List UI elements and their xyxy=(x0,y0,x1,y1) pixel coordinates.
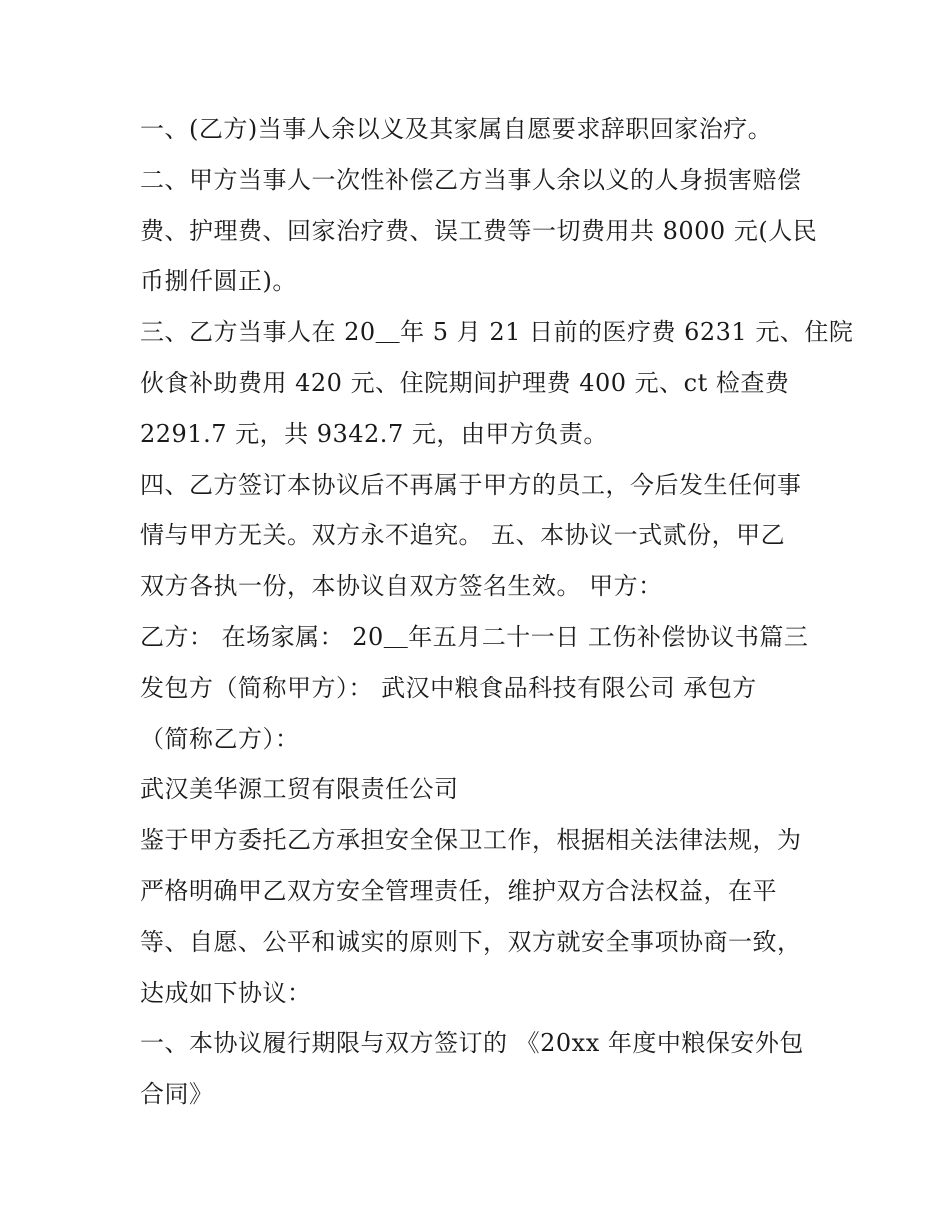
text-line: 一、本协议履行期限与双方签订的 《20xx 年度中粮保安外包 xyxy=(140,1029,804,1058)
text-line: 严格明确甲乙双方安全管理责任，维护双方合法权益，在平 xyxy=(140,876,777,905)
text-line: （简称乙方）： xyxy=(140,724,300,753)
text-line: 一、(乙方)当事人余以义及其家属自愿要求辞职回家治疗。 xyxy=(140,115,773,143)
text-line: 币捌仟圆正)。 xyxy=(140,267,297,296)
text-line: 三、乙方当事人在 20＿年 5 月 21 日前的医疗费 6231 元、住院 xyxy=(140,318,854,347)
text-line: 发包方（简称甲方）： 武汉中粮食品科技有限公司 承包方 xyxy=(140,673,757,702)
text-line: 情与甲方无关。双方永不追究。 五、本协议一式贰份，甲乙 xyxy=(140,521,786,550)
text-line: 合同》 xyxy=(140,1080,214,1109)
text-line: 鉴于甲方委托乙方承担安全保卫工作，根据相关法律法规，为 xyxy=(140,826,802,855)
text-line: 四、乙方签订本协议后不再属于甲方的员工，今后发生任何事 xyxy=(140,470,802,499)
document-body xyxy=(140,104,854,1120)
text-line: 伙食补助费用 420 元、住院期间护理费 400 元、ct 检查费 xyxy=(140,368,790,397)
text-line: 乙方： 在场家属： 20＿年五月二十一日 工伤补偿协议书篇三 xyxy=(140,622,809,651)
text-line: 等、自愿、公平和诚实的原则下，双方就安全事项协商一致， xyxy=(140,927,802,956)
text-line: 双方各执一份，本协议自双方签名生效。 甲方： xyxy=(140,572,663,601)
text-line: 2291.7 元，共 9342.7 元，由甲方负责。 xyxy=(140,419,608,448)
text-line: 费、护理费、回家治疗费、误工费等一切费用共 8000 元(人民 xyxy=(140,216,818,245)
text-line: 二、甲方当事人一次性补偿乙方当事人余以义的人身损害赔偿 xyxy=(140,165,802,194)
text-line: 达成如下协议： xyxy=(140,978,312,1007)
text-line: 武汉美华源工贸有限责任公司 xyxy=(140,775,459,804)
